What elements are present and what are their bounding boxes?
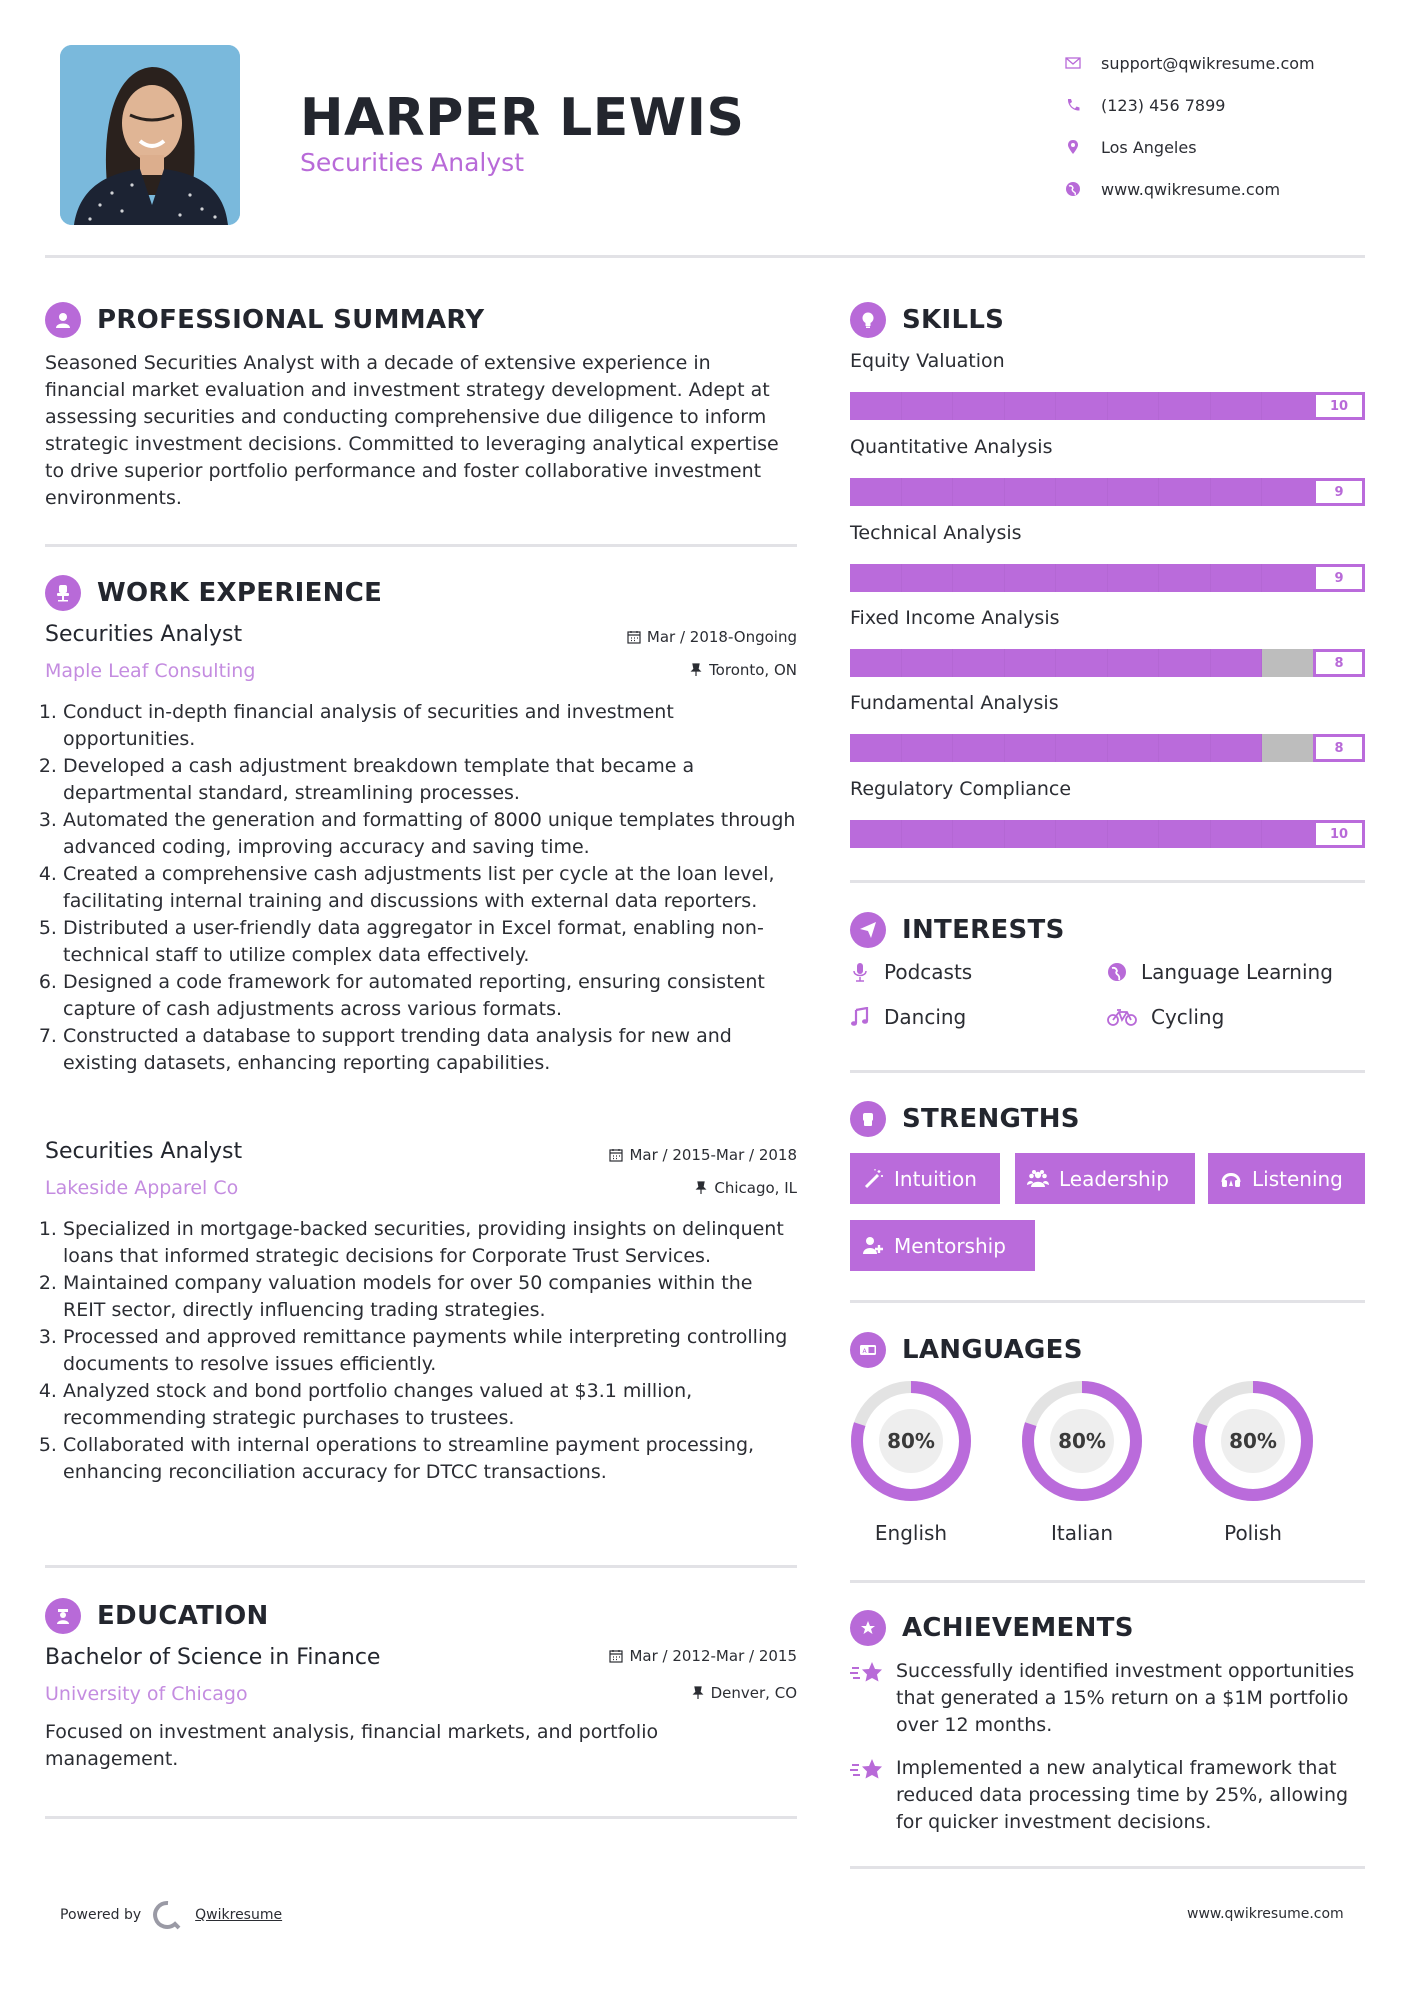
skill-segment	[1108, 478, 1160, 506]
summary-divider	[45, 544, 797, 547]
contact-website-text: www.qwikresume.com	[1101, 179, 1281, 199]
office-chair-icon	[45, 575, 81, 611]
education-description: Focused on investment analysis, financial markets, and portfolio management.	[45, 1721, 659, 1770]
job-company: Lakeside Apparel Co	[45, 1177, 239, 1199]
skill-segment	[1005, 478, 1057, 506]
skill-segment	[902, 820, 954, 848]
job-location-text: Toronto, ON	[709, 661, 797, 679]
skill-segment	[1056, 734, 1108, 762]
skill-score: 8	[1313, 649, 1365, 677]
skill-segment	[1159, 392, 1211, 420]
skill-segment	[1005, 564, 1057, 592]
job-dates	[500, 1146, 797, 1164]
skill-score: 10	[1313, 820, 1365, 848]
microphone-icon	[850, 962, 870, 982]
skill-segment	[902, 478, 954, 506]
experience-title: WORK EXPERIENCE	[97, 578, 383, 608]
svg-text:80%: 80%	[887, 1429, 935, 1453]
achievement-item	[850, 1755, 1365, 1836]
qwikresume-link[interactable]: Qwikresume	[195, 1907, 283, 1923]
skill-segment	[1211, 478, 1263, 506]
skill-item	[850, 522, 1365, 592]
education-title: EDUCATION	[97, 1601, 269, 1631]
magic-wand-icon	[862, 1168, 884, 1190]
pushpin-icon	[694, 1181, 708, 1195]
strengths-title: STRENGTHS	[902, 1104, 1080, 1134]
degree-title: Bachelor of Science in Finance	[45, 1645, 381, 1670]
skill-bar	[850, 478, 1365, 506]
skill-label: Fundamental Analysis	[850, 692, 1059, 714]
phone-icon	[1065, 97, 1101, 113]
skill-item	[850, 778, 1365, 848]
job-bullet: 1. Specialized in mortgage-backed securities, providing insights on delinquent loans that informed strategic decisions for Corporate Trust Services.	[63, 1216, 800, 1270]
skill-segment	[1005, 649, 1057, 677]
interest-item	[850, 1005, 966, 1029]
skill-segment	[1056, 820, 1108, 848]
skill-segment	[1262, 392, 1314, 420]
strength-chip	[850, 1153, 1000, 1204]
skill-segment	[953, 478, 1005, 506]
interests-title: INTERESTS	[902, 915, 1065, 945]
job-bullet: 4. Created a comprehensive cash adjustments list per cycle at the loan level, facilitating internal training and discussions with external data reporters.	[63, 861, 800, 915]
language-ring	[849, 1379, 973, 1503]
skill-segment	[850, 820, 902, 848]
skill-label: Regulatory Compliance	[850, 778, 1072, 800]
footer-site-link[interactable]: www.qwikresume.com	[1187, 1906, 1344, 1922]
globe-icon	[1107, 962, 1127, 982]
bicycle-icon	[1107, 1007, 1137, 1027]
skill-bar	[850, 734, 1365, 762]
fist-icon	[850, 1101, 886, 1137]
candidate-role: Securities Analyst	[300, 148, 524, 177]
skill-bar	[850, 564, 1365, 592]
skill-item	[850, 607, 1365, 677]
language-item	[1020, 1379, 1144, 1545]
music-note-icon	[850, 1007, 870, 1027]
skill-segment	[1108, 734, 1160, 762]
languages-header	[850, 1332, 1083, 1368]
group-icon	[1027, 1168, 1049, 1190]
language-ring	[1191, 1379, 1315, 1503]
powered-by-label: Powered by	[60, 1907, 142, 1923]
graduate-icon	[45, 1598, 81, 1634]
job-bullet: 7. Constructed a database to support trending data analysis for new and existing datasets, enhancing reporting capabilities.	[63, 1023, 800, 1077]
skill-segment	[1262, 564, 1314, 592]
language-label: Italian	[1050, 1521, 1114, 1545]
skill-segment	[850, 734, 902, 762]
skill-segment	[953, 392, 1005, 420]
paper-plane-icon	[850, 912, 886, 948]
summary-title: PROFESSIONAL SUMMARY	[97, 305, 485, 335]
skill-score: 10	[1313, 392, 1365, 420]
job-bullet: 2. Maintained company valuation models for over 50 companies within the REIT sector, directly influencing trading strategies.	[63, 1270, 800, 1324]
calendar-icon	[609, 1649, 623, 1663]
education-dates	[500, 1647, 797, 1665]
contact-list	[1065, 42, 1315, 210]
qwikresume-logo-icon	[153, 1900, 183, 1930]
strength-chip	[1015, 1153, 1195, 1204]
interest-label: Cycling	[1151, 1005, 1225, 1029]
skill-segment	[953, 564, 1005, 592]
star-badge-icon	[850, 1610, 886, 1646]
skill-segment	[1056, 478, 1108, 506]
envelope-icon	[1065, 55, 1101, 71]
globe-icon	[1065, 181, 1101, 197]
job-location	[500, 661, 797, 679]
skill-segment	[1262, 734, 1314, 762]
contact-location	[1065, 126, 1315, 168]
skill-segment	[902, 734, 954, 762]
job-bullet: 1. Conduct in-depth financial analysis of securities and investment opportunities.	[63, 699, 800, 753]
skill-segment	[1211, 564, 1263, 592]
languages-title: LANGUAGES	[902, 1335, 1083, 1365]
skill-label: Technical Analysis	[850, 522, 1022, 544]
skill-segment	[1262, 820, 1314, 848]
shooting-star-icon	[850, 1757, 884, 1785]
job-bullet: 5. Distributed a user-friendly data aggregator in Excel format, enabling non-technical staff to utilize complex data effectively.	[63, 915, 800, 969]
pushpin-icon	[691, 1686, 705, 1700]
skill-segment	[953, 649, 1005, 677]
skill-segment	[1159, 649, 1211, 677]
experience-divider	[45, 1565, 797, 1568]
contact-location-text: Los Angeles	[1101, 137, 1197, 157]
achievement-text: Implemented a new analytical framework that reduced data processing time by 25%, allowing for quicker investment decisions.	[896, 1757, 1349, 1833]
skill-segment	[1211, 734, 1263, 762]
skill-segment	[1005, 734, 1057, 762]
skills-divider	[850, 880, 1365, 883]
achievements-header	[850, 1610, 1134, 1646]
profile-photo	[60, 45, 240, 225]
skill-segment	[850, 392, 902, 420]
skill-segment	[1159, 478, 1211, 506]
job-location-text: Chicago, IL	[714, 1179, 797, 1197]
job-bullet: 6. Designed a code framework for automated reporting, ensuring consistent capture of cash adjustments across various formats.	[63, 969, 800, 1023]
contact-email[interactable]	[1065, 42, 1315, 84]
summary-header	[45, 302, 484, 338]
interest-label: Podcasts	[884, 960, 973, 984]
skill-segment	[902, 564, 954, 592]
skill-segment	[1056, 564, 1108, 592]
skill-score: 9	[1313, 478, 1365, 506]
contact-website[interactable]	[1065, 168, 1315, 210]
experience-header	[45, 575, 382, 611]
skill-segment	[1159, 820, 1211, 848]
map-pin-icon	[1065, 139, 1101, 155]
pushpin-icon	[689, 663, 703, 677]
job-bullet: 3. Processed and approved remittance payments while interpreting controlling documents to resolve issues efficiently.	[63, 1324, 800, 1378]
calendar-icon	[627, 630, 641, 644]
strength-chip	[850, 1220, 1035, 1271]
skill-segment	[850, 649, 902, 677]
skill-bar	[850, 649, 1365, 677]
skill-segment	[1211, 392, 1263, 420]
strength-label: Listening	[1252, 1166, 1343, 1191]
skill-segment	[902, 392, 954, 420]
interest-label: Language Learning	[1141, 960, 1333, 984]
skill-segment	[1211, 820, 1263, 848]
svg-text:80%: 80%	[1058, 1429, 1106, 1453]
skill-bar	[850, 392, 1365, 420]
skill-segment	[1211, 649, 1263, 677]
skill-item	[850, 436, 1365, 506]
translate-icon	[850, 1332, 886, 1368]
interest-item	[1107, 960, 1333, 984]
skill-segment	[1159, 734, 1211, 762]
job-bullets	[45, 699, 800, 1077]
language-ring	[1020, 1379, 1144, 1503]
skill-segment	[1005, 392, 1057, 420]
job-company: Maple Leaf Consulting	[45, 660, 256, 682]
job-bullet: 3. Automated the generation and formatting of 8000 unique templates through advanced coding, improving accuracy and saving time.	[63, 807, 800, 861]
skill-segment	[953, 820, 1005, 848]
footer-powered-by	[60, 1900, 282, 1930]
user-plus-icon	[862, 1235, 884, 1257]
strengths-header	[850, 1101, 1080, 1137]
job-bullet: 5. Collaborated with internal operations to streamline payment processing, enhancing reconciliation accuracy for DTCC transactions.	[63, 1432, 800, 1486]
strength-label: Leadership	[1059, 1166, 1169, 1191]
language-label: English	[874, 1521, 948, 1545]
skill-label: Quantitative Analysis	[850, 436, 1053, 458]
contact-phone[interactable]	[1065, 84, 1315, 126]
interests-divider	[850, 1070, 1365, 1073]
skill-label: Equity Valuation	[850, 350, 1005, 372]
skill-segment	[1005, 820, 1057, 848]
education-header	[45, 1598, 269, 1634]
skill-segment	[1262, 478, 1314, 506]
job-bullet: 4. Analyzed stock and bond portfolio changes valued at $3.1 million, recommending strategic purchases to trustees.	[63, 1378, 800, 1432]
header-divider	[45, 255, 1365, 258]
skill-bar	[850, 820, 1365, 848]
strength-label: Mentorship	[894, 1233, 1006, 1258]
candidate-name: HARPER LEWIS	[300, 88, 745, 148]
skill-segment	[1056, 392, 1108, 420]
skill-segment	[1108, 649, 1160, 677]
education-divider	[45, 1816, 797, 1819]
skill-segment	[1159, 564, 1211, 592]
education-location	[500, 1684, 797, 1702]
job-title: Securities Analyst	[45, 622, 243, 647]
languages-divider	[850, 1580, 1365, 1583]
shooting-star-icon	[850, 1660, 884, 1688]
skill-score: 8	[1313, 734, 1365, 762]
interests-header	[850, 912, 1065, 948]
calendar-icon	[609, 1148, 623, 1162]
language-item	[849, 1379, 973, 1545]
education-location-text: Denver, CO	[710, 1684, 797, 1702]
svg-text:80%: 80%	[1229, 1429, 1277, 1453]
lightbulb-icon	[850, 302, 886, 338]
skill-segment	[1108, 820, 1160, 848]
skill-score: 9	[1313, 564, 1365, 592]
school-name: University of Chicago	[45, 1683, 248, 1705]
skill-segment	[1108, 392, 1160, 420]
interest-item	[850, 960, 972, 984]
svg-text:A: A	[862, 1348, 867, 1355]
education-dates-text: Mar / 2012-Mar / 2015	[629, 1647, 797, 1665]
achievement-text: Successfully identified investment opportunities that generated a 15% return on a $1M portfolio over 12 months.	[896, 1660, 1355, 1736]
job-bullets	[45, 1216, 800, 1486]
skill-segment	[1262, 649, 1314, 677]
achievements-divider	[850, 1866, 1365, 1869]
contact-phone-text: (123) 456 7899	[1101, 95, 1226, 115]
achievements-title: ACHIEVEMENTS	[902, 1613, 1134, 1643]
strength-chip	[1208, 1153, 1365, 1204]
skill-segment	[953, 734, 1005, 762]
skill-segment	[1108, 564, 1160, 592]
user-icon	[45, 302, 81, 338]
job-bullet: 2. Developed a cash adjustment breakdown template that became a departmental standard, streamlining processes.	[63, 753, 800, 807]
strength-label: Intuition	[894, 1166, 977, 1191]
language-label: Polish	[1224, 1521, 1282, 1545]
job-dates-text: Mar / 2015-Mar / 2018	[629, 1146, 797, 1164]
skill-segment	[850, 564, 902, 592]
skill-segment	[850, 478, 902, 506]
language-item	[1191, 1379, 1315, 1545]
skill-segment	[902, 649, 954, 677]
job-dates-text: Mar / 2018-Ongoing	[646, 628, 797, 646]
strengths-divider	[850, 1300, 1365, 1303]
skills-header	[850, 302, 1004, 338]
skill-label: Fixed Income Analysis	[850, 607, 1060, 629]
skill-item	[850, 350, 1365, 420]
job-location	[500, 1179, 797, 1197]
skill-segment	[1056, 649, 1108, 677]
job-title: Securities Analyst	[45, 1139, 243, 1164]
interest-label: Dancing	[884, 1005, 967, 1029]
interest-item	[1107, 1005, 1224, 1029]
contact-email-text: support@qwikresume.com	[1101, 53, 1315, 73]
skills-title: SKILLS	[902, 305, 1005, 335]
achievement-item	[850, 1658, 1365, 1739]
headphones-icon	[1220, 1168, 1242, 1190]
job-dates	[500, 628, 797, 646]
skill-item	[850, 692, 1365, 762]
avatar	[60, 45, 240, 225]
summary-text: Seasoned Securities Analyst with a decade of extensive experience in financial market evaluation and investment strategy development. Adept at assessing securities and conducting comprehensive due diligence to inform strategic investment decisions. Committed to leveraging analytical expertise to drive superior portfolio performance and foster collaborative investment environments.	[45, 352, 779, 509]
